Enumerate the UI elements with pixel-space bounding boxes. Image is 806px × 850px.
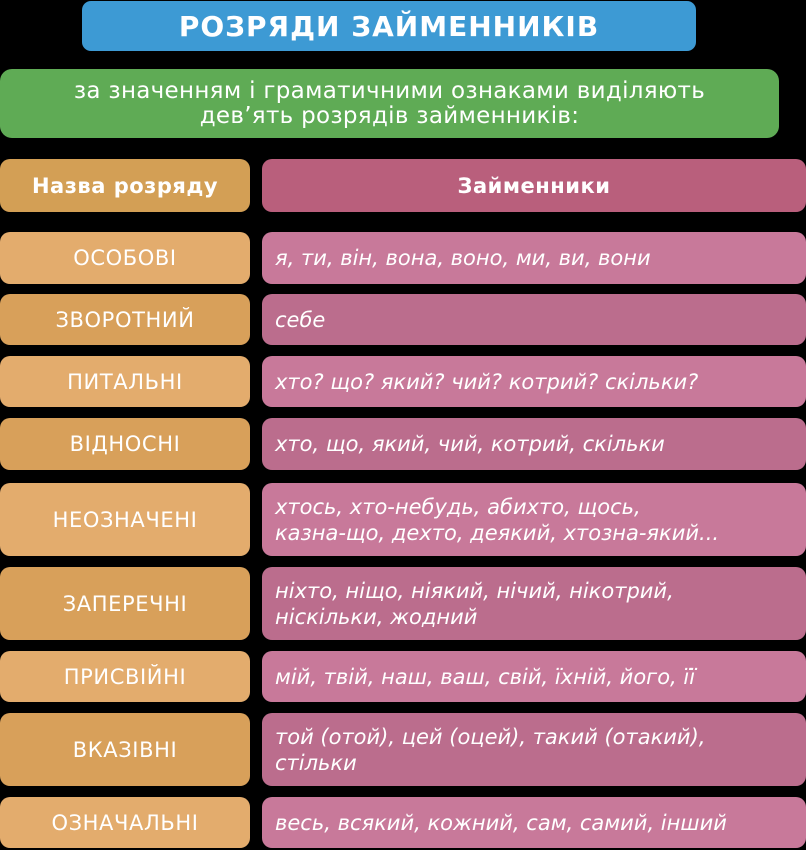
pronoun-line: себе (275, 307, 326, 332)
pronoun-list-cell (262, 713, 806, 786)
pronoun-list-cell (262, 232, 806, 284)
pronoun-line: хтось, хто-небудь, абихто, щось, (275, 494, 641, 519)
column-header-pronouns: Займенники (262, 159, 806, 212)
category-cell: ВКАЗІВНІ (0, 713, 250, 786)
category-cell: ОСОБОВІ (0, 232, 250, 284)
subtitle-line-1: за значенням і граматичними ознаками виділяють (73, 77, 706, 104)
pronoun-list-cell (262, 418, 806, 470)
category-cell: ПРИСВІЙНІ (0, 651, 250, 702)
page-title: РОЗРЯДИ ЗАЙМЕННИКІВ (82, 1, 696, 51)
pronoun-line: весь, всякий, кожний, сам, самий, інший (275, 810, 727, 835)
pronoun-line: стільки (275, 750, 357, 775)
pronoun-line: ніхто, ніщо, ніякий, нічий, нікотрий, (275, 578, 674, 603)
column-header-category: Назва розряду (0, 159, 250, 212)
category-cell: ВІДНОСНІ (0, 418, 250, 470)
pronoun-line: ніскільки, жодний (275, 604, 478, 629)
pronoun-list-cell (262, 567, 806, 640)
category-cell: ПИТАЛЬНІ (0, 356, 250, 407)
pronoun-list-cell (262, 294, 806, 345)
pronoun-line: той (отой), цей (оцей), такий (отакий), (275, 724, 706, 749)
pronoun-line: хто, що, який, чий, котрий, скільки (275, 432, 665, 456)
category-cell: ЗВОРОТНИЙ (0, 294, 250, 345)
pronoun-line: я, ти, він, вона, воно, ми, ви, вони (275, 246, 651, 270)
subtitle-line-2: дев’ять розрядів займенників: (199, 102, 580, 129)
pronoun-list-cell (262, 651, 806, 702)
pronoun-line: мій, твій, наш, ваш, свій, їхній, його, її (275, 664, 696, 689)
pronoun-list-cell (262, 797, 806, 848)
category-cell: ЗАПЕРЕЧНІ (0, 567, 250, 640)
pronoun-list-cell (262, 483, 806, 556)
category-cell: НЕОЗНАЧЕНІ (0, 483, 250, 556)
pronoun-line: хто? що? який? чий? котрий? скільки? (275, 369, 699, 394)
pronoun-line: казна-що, дехто, деякий, хтозна-який... (275, 520, 720, 545)
category-cell: ОЗНАЧАЛЬНІ (0, 797, 250, 848)
pronoun-list-cell (262, 356, 806, 407)
